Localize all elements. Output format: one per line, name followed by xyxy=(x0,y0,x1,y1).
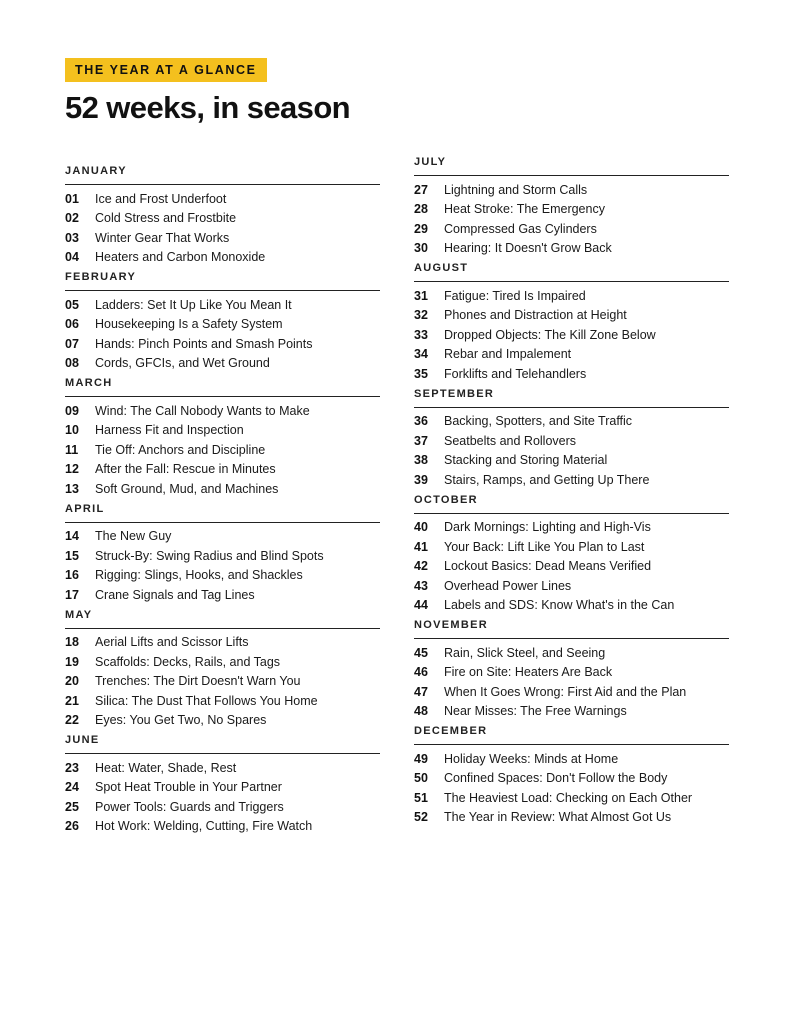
week-topic: Trenches: The Dirt Doesn't Warn You xyxy=(95,674,301,689)
week-item xyxy=(65,421,380,441)
week-item xyxy=(65,817,380,837)
week-topic: Stacking and Storing Material xyxy=(444,453,608,468)
week-topic: The Heaviest Load: Checking on Each Other xyxy=(444,790,693,805)
week-number: 17 xyxy=(65,587,79,602)
week-topic: Heaters and Carbon Monoxide xyxy=(95,250,266,265)
week-number: 02 xyxy=(65,211,79,226)
week-list xyxy=(65,523,380,609)
week-number: 13 xyxy=(65,481,79,496)
week-topic: Stairs, Ramps, and Getting Up There xyxy=(444,472,650,487)
week-item xyxy=(65,546,380,566)
month-section-september xyxy=(414,388,729,494)
week-item xyxy=(65,248,380,268)
month-heading: FEBRUARY xyxy=(65,271,380,291)
week-topic: Dropped Objects: The Kill Zone Below xyxy=(444,327,656,342)
week-number: 19 xyxy=(65,654,79,669)
week-number: 24 xyxy=(65,780,79,795)
week-number: 44 xyxy=(414,598,428,613)
week-topic: Aerial Lifts and Scissor Lifts xyxy=(95,635,249,650)
month-heading: DECEMBER xyxy=(414,725,729,745)
week-topic: Housekeeping Is a Safety System xyxy=(95,317,283,332)
week-topic: Holiday Weeks: Minds at Home xyxy=(444,751,619,766)
week-item xyxy=(414,682,729,702)
week-number: 30 xyxy=(414,241,428,256)
week-list xyxy=(414,745,729,831)
week-item xyxy=(65,527,380,547)
week-item xyxy=(414,702,729,722)
month-section-december xyxy=(414,725,729,831)
month-section-july xyxy=(414,156,729,262)
month-section-may xyxy=(65,609,380,735)
week-topic: After the Fall: Rescue in Minutes xyxy=(95,462,276,477)
week-topic: The New Guy xyxy=(95,529,172,544)
week-item xyxy=(414,537,729,557)
week-item xyxy=(414,200,729,220)
week-item xyxy=(414,239,729,259)
week-topic: Your Back: Lift Like You Plan to Last xyxy=(444,539,645,554)
month-section-august xyxy=(414,262,729,388)
week-item xyxy=(414,180,729,200)
week-list xyxy=(65,754,380,840)
week-number: 28 xyxy=(414,202,428,217)
month-heading: MAY xyxy=(65,609,380,629)
week-number: 32 xyxy=(414,308,428,323)
month-section-november xyxy=(414,619,729,725)
week-number: 01 xyxy=(65,191,79,206)
week-item xyxy=(414,412,729,432)
week-item xyxy=(65,295,380,315)
week-item xyxy=(65,228,380,248)
week-item xyxy=(414,345,729,365)
week-list xyxy=(414,514,729,620)
week-list xyxy=(414,176,729,262)
month-heading: SEPTEMBER xyxy=(414,388,729,408)
week-item xyxy=(65,334,380,354)
week-number: 43 xyxy=(414,578,428,593)
week-item xyxy=(414,808,729,828)
month-heading: JANUARY xyxy=(65,165,380,185)
week-item xyxy=(65,797,380,817)
week-item xyxy=(65,652,380,672)
week-number: 51 xyxy=(414,790,428,805)
week-topic: Ladders: Set It Up Like You Mean It xyxy=(95,297,292,312)
week-number: 45 xyxy=(414,645,428,660)
right-column xyxy=(414,156,729,831)
week-item xyxy=(414,286,729,306)
week-number: 40 xyxy=(414,520,428,535)
week-item xyxy=(414,788,729,808)
week-list xyxy=(414,639,729,725)
week-topic: Rain, Slick Steel, and Seeing xyxy=(444,645,606,660)
week-topic: Forklifts and Telehandlers xyxy=(444,366,587,381)
week-item xyxy=(414,749,729,769)
page-title: 52 weeks, in season xyxy=(65,90,350,125)
week-item xyxy=(414,557,729,577)
month-heading: AUGUST xyxy=(414,262,729,282)
week-number: 16 xyxy=(65,568,79,583)
week-topic: Lockout Basics: Dead Means Verified xyxy=(444,559,652,574)
week-item xyxy=(414,470,729,490)
week-number: 35 xyxy=(414,366,428,381)
week-number: 05 xyxy=(65,297,79,312)
week-topic: Cold Stress and Frostbite xyxy=(95,211,237,226)
week-topic: Heat Stroke: The Emergency xyxy=(444,202,605,217)
month-heading: MARCH xyxy=(65,377,380,397)
week-number: 15 xyxy=(65,548,79,563)
week-item xyxy=(65,401,380,421)
week-topic: Fire on Site: Heaters Are Back xyxy=(444,665,613,680)
week-list xyxy=(414,408,729,494)
month-section-january xyxy=(65,165,380,271)
week-topic: Scaffolds: Decks, Rails, and Tags xyxy=(95,654,281,669)
week-topic: Heat: Water, Shade, Rest xyxy=(95,760,237,775)
week-number: 10 xyxy=(65,423,79,438)
week-number: 14 xyxy=(65,529,79,544)
month-section-april xyxy=(65,503,380,609)
week-item xyxy=(65,354,380,374)
week-topic: Fatigue: Tired Is Impaired xyxy=(444,288,586,303)
month-heading: JULY xyxy=(414,156,729,176)
week-number: 50 xyxy=(414,771,428,786)
week-number: 06 xyxy=(65,317,79,332)
week-topic: Overhead Power Lines xyxy=(444,578,572,593)
week-topic: The Year in Review: What Almost Got Us xyxy=(444,810,672,825)
month-section-june xyxy=(65,734,380,840)
week-topic: Hot Work: Welding, Cutting, Fire Watch xyxy=(95,819,313,834)
week-topic: Harness Fit and Inspection xyxy=(95,423,244,438)
week-item xyxy=(65,633,380,653)
week-topic: Near Misses: The Free Warnings xyxy=(444,704,627,719)
week-item xyxy=(65,209,380,229)
week-topic: Rigging: Slings, Hooks, and Shackles xyxy=(95,568,303,583)
week-topic: Hands: Pinch Points and Smash Points xyxy=(95,336,313,351)
month-section-october xyxy=(414,494,729,620)
week-topic: Lightning and Storm Calls xyxy=(444,182,588,197)
week-number: 37 xyxy=(414,433,428,448)
week-number: 12 xyxy=(65,462,79,477)
week-item xyxy=(414,663,729,683)
month-heading: JUNE xyxy=(65,734,380,754)
week-topic: Hearing: It Doesn't Grow Back xyxy=(444,241,612,256)
week-topic: Compressed Gas Cylinders xyxy=(444,221,597,236)
week-number: 20 xyxy=(65,674,79,689)
week-number: 22 xyxy=(65,713,79,728)
month-section-february xyxy=(65,271,380,377)
week-item xyxy=(65,189,380,209)
week-item xyxy=(414,576,729,596)
week-list xyxy=(65,397,380,503)
week-item xyxy=(65,691,380,711)
week-number: 07 xyxy=(65,336,79,351)
week-item xyxy=(414,451,729,471)
week-number: 11 xyxy=(65,442,79,457)
week-list xyxy=(414,282,729,388)
week-item xyxy=(414,219,729,239)
week-item xyxy=(65,758,380,778)
month-section-march xyxy=(65,377,380,503)
week-topic: Cords, GFCIs, and Wet Ground xyxy=(95,356,270,371)
week-number: 26 xyxy=(65,819,79,834)
week-topic: Confined Spaces: Don't Follow the Body xyxy=(444,771,668,786)
week-number: 36 xyxy=(414,414,428,429)
month-heading: OCTOBER xyxy=(414,494,729,514)
week-number: 49 xyxy=(414,751,428,766)
week-number: 39 xyxy=(414,472,428,487)
week-item xyxy=(414,306,729,326)
header-badge: THE YEAR AT A GLANCE xyxy=(65,58,267,82)
week-number: 03 xyxy=(65,230,79,245)
week-item xyxy=(414,325,729,345)
week-topic: Struck-By: Swing Radius and Blind Spots xyxy=(95,548,324,563)
week-topic: Wind: The Call Nobody Wants to Make xyxy=(95,403,310,418)
week-item xyxy=(65,460,380,480)
week-topic: Phones and Distraction at Height xyxy=(444,308,627,323)
week-item xyxy=(414,364,729,384)
week-number: 29 xyxy=(414,221,428,236)
week-number: 23 xyxy=(65,760,79,775)
week-item xyxy=(65,672,380,692)
week-item xyxy=(65,585,380,605)
week-topic: Ice and Frost Underfoot xyxy=(95,191,227,206)
week-topic: Power Tools: Guards and Triggers xyxy=(95,799,284,814)
week-topic: Backing, Spotters, and Site Traffic xyxy=(444,414,633,429)
left-column xyxy=(65,165,380,840)
week-topic: Seatbelts and Rollovers xyxy=(444,433,577,448)
week-item xyxy=(414,431,729,451)
week-topic: Silica: The Dust That Follows You Home xyxy=(95,693,318,708)
week-list xyxy=(65,629,380,735)
week-number: 47 xyxy=(414,684,428,699)
week-item xyxy=(414,596,729,616)
week-number: 34 xyxy=(414,347,428,362)
week-item xyxy=(65,440,380,460)
week-item xyxy=(414,643,729,663)
week-number: 31 xyxy=(414,288,428,303)
week-item xyxy=(65,479,380,499)
week-topic: Labels and SDS: Know What's in the Can xyxy=(444,598,675,613)
week-number: 33 xyxy=(414,327,428,342)
week-number: 52 xyxy=(414,810,428,825)
week-number: 25 xyxy=(65,799,79,814)
week-number: 27 xyxy=(414,182,428,197)
week-number: 38 xyxy=(414,453,428,468)
week-item xyxy=(65,315,380,335)
week-list xyxy=(65,291,380,377)
week-topic: Eyes: You Get Two, No Spares xyxy=(95,713,267,728)
week-list xyxy=(65,185,380,271)
week-number: 18 xyxy=(65,635,79,650)
week-item xyxy=(414,769,729,789)
week-topic: Winter Gear That Works xyxy=(95,230,230,245)
week-item xyxy=(65,566,380,586)
week-number: 42 xyxy=(414,559,428,574)
month-heading: APRIL xyxy=(65,503,380,523)
week-topic: When It Goes Wrong: First Aid and the Plan xyxy=(444,684,687,699)
month-heading: NOVEMBER xyxy=(414,619,729,639)
week-number: 46 xyxy=(414,665,428,680)
week-number: 04 xyxy=(65,250,79,265)
week-number: 08 xyxy=(65,356,79,371)
week-number: 21 xyxy=(65,693,79,708)
week-topic: Soft Ground, Mud, and Machines xyxy=(95,481,279,496)
week-topic: Dark Mornings: Lighting and High-Vis xyxy=(444,520,651,535)
week-item xyxy=(65,711,380,731)
week-topic: Tie Off: Anchors and Discipline xyxy=(95,442,266,457)
week-item xyxy=(414,518,729,538)
week-topic: Spot Heat Trouble in Your Partner xyxy=(95,780,282,795)
week-number: 41 xyxy=(414,539,428,554)
week-number: 09 xyxy=(65,403,79,418)
week-topic: Rebar and Impalement xyxy=(444,347,572,362)
week-number: 48 xyxy=(414,704,428,719)
week-item xyxy=(65,778,380,798)
week-topic: Crane Signals and Tag Lines xyxy=(95,587,255,602)
